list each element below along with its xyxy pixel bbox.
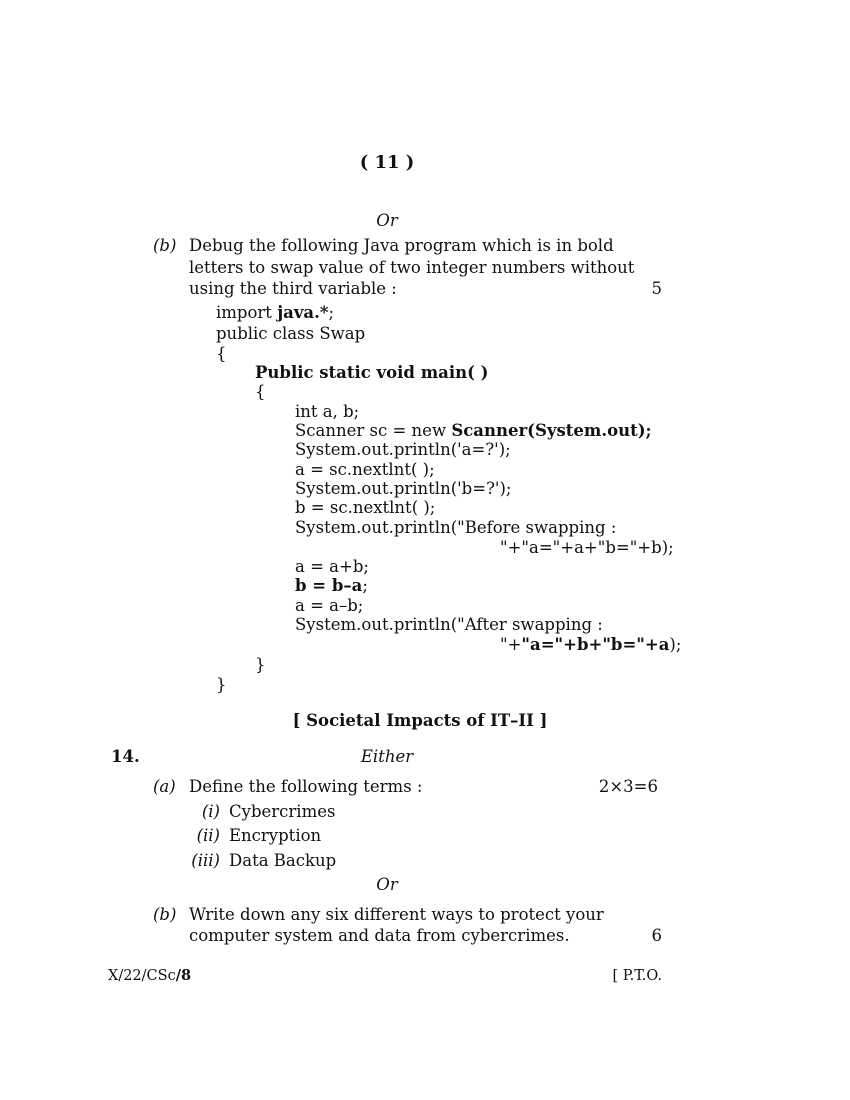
item-label: (iii) <box>191 851 220 870</box>
code-line: "+"a="+a+"b="+b); <box>500 538 674 557</box>
marks: 5 <box>651 279 662 298</box>
code-line: a = a–b; <box>295 596 364 615</box>
question-label-b: (b) <box>153 236 177 255</box>
code-line <box>295 421 652 441</box>
question-text-line: Debug the following Java program which is in bold <box>189 236 614 255</box>
paper-code-text: X/22/CSc <box>108 968 176 984</box>
code-line: int a, b; <box>295 402 360 421</box>
code-line <box>216 303 334 323</box>
page-number: ( 11 ) <box>359 152 415 173</box>
question-label-a: (a) <box>153 777 176 796</box>
question-label-b: (b) <box>153 905 177 924</box>
code-text: ; <box>362 576 368 595</box>
code-error: b = b–a <box>295 576 363 595</box>
code-line: public class Swap <box>216 324 366 343</box>
code-line: System.out.println("After swapping : <box>295 615 603 634</box>
marks: 2×3=6 <box>598 777 658 796</box>
item-text: Cybercrimes <box>229 802 336 821</box>
code-error: Scanner(System.out); <box>451 421 652 440</box>
paper-code <box>108 966 191 986</box>
code-line: b = sc.nextlnt( ); <box>295 498 436 517</box>
question-text-line: Write down any six different ways to protect your <box>189 905 604 924</box>
pto-label: [ P.T.O. <box>612 968 662 984</box>
or-label: Or <box>376 875 398 894</box>
code-text: Scanner sc = new <box>295 421 452 440</box>
question-text-line: Define the following terms : <box>189 777 423 796</box>
code-line: a = a+b; <box>295 557 369 576</box>
code-line: { <box>255 382 266 401</box>
item-text: Data Backup <box>229 851 337 870</box>
code-line <box>295 576 368 596</box>
code-text: ; <box>328 303 335 322</box>
code-text: "+ <box>500 635 522 654</box>
section-heading: [ Societal Impacts of IT–II ] <box>292 711 548 730</box>
either-label: Either <box>360 747 414 766</box>
item-label: (ii) <box>196 826 220 845</box>
or-label: Or <box>376 211 398 230</box>
question-text-line: using the third variable : <box>189 279 397 298</box>
code-line: } <box>255 655 266 674</box>
code-line: System.out.println("Before swapping : <box>295 518 617 537</box>
code-text: ); <box>669 635 682 654</box>
code-line: } <box>216 675 227 694</box>
marks: 6 <box>651 926 662 945</box>
code-text: import <box>216 303 278 322</box>
code-error: java.* <box>277 303 329 322</box>
item-label: (i) <box>201 802 220 821</box>
paper-code-page: /8 <box>175 967 192 984</box>
item-text: Encryption <box>229 826 322 845</box>
question-text-line: letters to swap value of two integer numbers without <box>189 258 635 277</box>
code-line: System.out.println('b=?'); <box>295 479 512 498</box>
code-line: Public static void main( ) <box>255 363 489 382</box>
code-line: { <box>216 344 227 363</box>
code-error: "a="+b+"b="+a <box>521 635 670 654</box>
question-number: 14. <box>111 747 140 766</box>
code-line: System.out.println('a=?'); <box>295 440 511 459</box>
question-text-line: computer system and data from cybercrimes. <box>189 926 570 945</box>
code-line: a = sc.nextlnt( ); <box>295 460 435 479</box>
code-line <box>500 635 681 655</box>
